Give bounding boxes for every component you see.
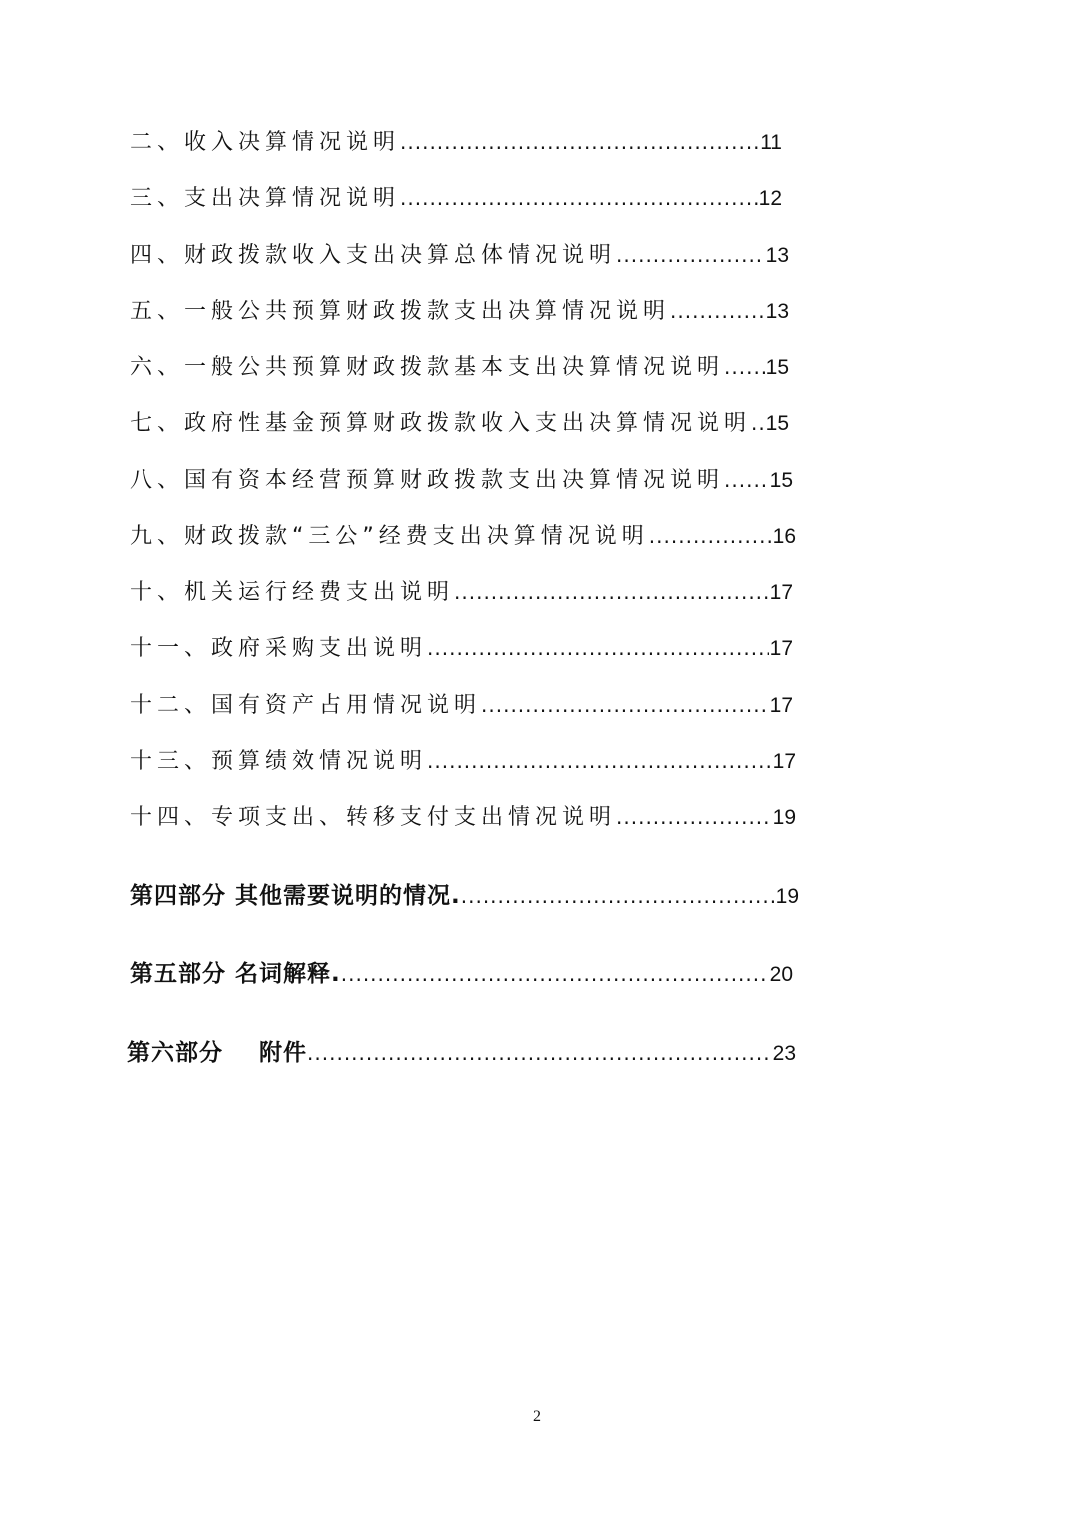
toc-entry-title: 十、机关运行经费支出说明 (130, 580, 455, 605)
toc-part-entry[interactable] (130, 876, 799, 916)
toc-entry[interactable] (130, 631, 793, 665)
toc-leader-dots (724, 463, 769, 497)
toc-leader-dots (751, 406, 765, 440)
toc-entry[interactable] (130, 406, 789, 440)
toc-entry-page: 17 (769, 694, 793, 717)
toc-entry-title: 三、支出决算情况说明 (130, 186, 401, 211)
toc-leader-dots (427, 631, 769, 665)
toc-entry-page: 16 (772, 525, 796, 548)
toc-leader-dots (724, 350, 765, 384)
toc-leader-dots (481, 688, 769, 722)
toc-entry-page: 13 (765, 300, 789, 323)
toc-leader-dots (616, 238, 765, 272)
toc-entry-title: 十四、专项支出、转移支付支出情况说明 (130, 805, 617, 830)
toc-entry-page: 15 (769, 469, 793, 492)
toc-part-entry[interactable] (130, 954, 793, 994)
toc-entry-title: 六、一般公共预算财政拨款基本支出决算情况说明 (130, 355, 725, 380)
toc-entry[interactable] (130, 800, 796, 834)
toc-entry[interactable] (130, 125, 782, 159)
toc-entry-page: 15 (765, 356, 789, 379)
toc-entry[interactable] (130, 575, 793, 609)
page-number: 2 (533, 1408, 541, 1425)
toc-part-page: 20 (769, 963, 793, 986)
toc-leader-dots (400, 125, 759, 159)
toc-entry-page: 12 (758, 187, 782, 210)
toc-entry-title: 四、财政拨款收入支出决算总体情况说明 (130, 243, 617, 268)
toc-part-title: 第六部分 附件 (127, 1040, 308, 1066)
toc-leader-dots (454, 575, 769, 609)
toc-entry-title: 五、一般公共预算财政拨款支出决算情况说明 (130, 299, 671, 324)
toc-entry[interactable] (130, 688, 793, 722)
toc-part-title: 第五部分 名词解释. (130, 961, 341, 987)
toc-entry-title: 九、财政拨款“三公”经费支出决算情况说明 (130, 524, 649, 549)
toc-leader-dots (649, 519, 772, 553)
toc-part-page: 19 (775, 885, 799, 908)
toc-entry-page: 17 (769, 581, 793, 604)
toc-entry[interactable] (130, 181, 782, 215)
toc-entry[interactable] (130, 519, 796, 553)
toc-entry-title: 七、政府性基金预算财政拨款收入支出决算情况说明 (130, 411, 752, 436)
toc-leader-dots (670, 294, 765, 328)
toc-entry-page: 13 (765, 244, 789, 267)
toc-entry-title: 二、收入决算情况说明 (130, 130, 401, 155)
toc-part-entry[interactable] (127, 1033, 796, 1073)
toc-entry-page: 17 (769, 637, 793, 660)
toc-leader-dots (616, 800, 772, 834)
toc-entry[interactable] (130, 294, 789, 328)
toc-leader-dots (427, 744, 772, 778)
toc-entry-page: 11 (760, 131, 782, 154)
toc-entry[interactable] (130, 463, 793, 497)
toc-entry-title: 八、国有资本经营预算财政拨款支出决算情况说明 (130, 468, 725, 493)
toc-entry[interactable] (130, 350, 789, 384)
toc-entry-page: 17 (772, 750, 796, 773)
toc-entry-page: 15 (765, 412, 789, 435)
toc-leader-dots (341, 954, 769, 994)
toc-entry-page: 19 (772, 806, 796, 829)
toc-entry-title: 十一、政府采购支出说明 (130, 636, 428, 661)
toc-entry[interactable] (130, 238, 789, 272)
toc-leader-dots (307, 1033, 772, 1073)
toc-leader-dots (461, 876, 775, 916)
toc-part-title: 第四部分 其他需要说明的情况. (130, 883, 461, 909)
toc-entry[interactable] (130, 744, 796, 778)
toc-entry-title: 十三、预算绩效情况说明 (130, 749, 428, 774)
toc-entry-title: 十二、国有资产占用情况说明 (130, 693, 482, 718)
toc-part-page: 23 (772, 1042, 796, 1065)
toc-leader-dots (400, 181, 758, 215)
